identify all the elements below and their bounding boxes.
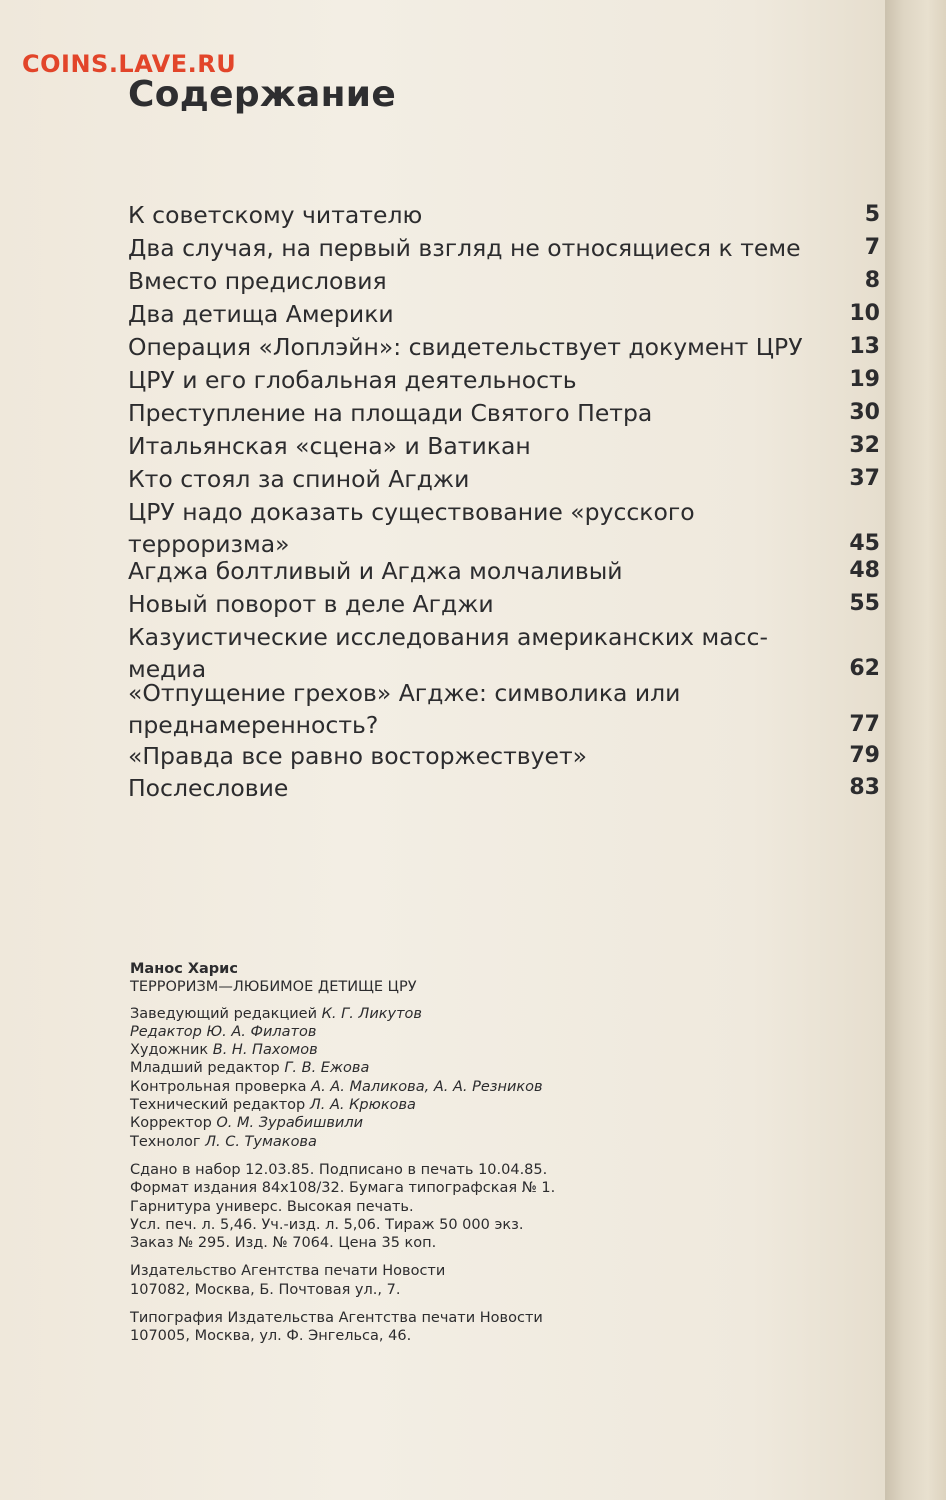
toc-entry-page: 7 bbox=[864, 235, 880, 260]
imprint-staff-line: Редактор Ю. А. Филатов bbox=[130, 1023, 317, 1040]
toc-entry-label: Операция «Лоплэйн»: свидетельствует документ ЦРУ bbox=[128, 333, 803, 361]
imprint-info-line: Заказ № 295. Изд. № 7064. Цена 35 коп. bbox=[130, 1235, 437, 1252]
imprint-publisher-line: 107082, Москва, Б. Почтовая ул., 7. bbox=[130, 1281, 401, 1298]
imprint-publisher-line: Издательство Агентства печати Новости bbox=[130, 1263, 446, 1280]
toc-entry-label: ЦРУ надо доказать существование «русского терроризма» bbox=[128, 498, 695, 558]
imprint-block bbox=[130, 960, 690, 1346]
toc-entry-page: 5 bbox=[864, 202, 880, 227]
watermark-text: COINS.LAVE.RU bbox=[22, 50, 237, 78]
toc-entry-page: 30 bbox=[849, 400, 880, 425]
imprint-info-line: Формат издания 84х108/32. Бумага типографская № 1. bbox=[130, 1180, 556, 1197]
toc-entry bbox=[128, 232, 880, 264]
toc-entry-label: Два случая, на первый взгляд не относящиеся к теме bbox=[128, 234, 801, 262]
toc-entry bbox=[128, 298, 880, 330]
toc-entry-label: Итальянская «сцена» и Ватикан bbox=[128, 432, 531, 460]
toc-entry bbox=[128, 740, 880, 772]
imprint-staff-line: Технический редактор Л. А. Крюкова bbox=[130, 1097, 416, 1114]
imprint-book-title: ТЕРРОРИЗМ—ЛЮБИМОЕ ДЕТИЩЕ ЦРУ bbox=[130, 979, 417, 996]
toc-entry-label: Два детища Америки bbox=[128, 300, 394, 328]
imprint-staff-line: Заведующий редакцией К. Г. Ликутов bbox=[130, 1005, 422, 1022]
imprint-publisher bbox=[130, 1262, 690, 1299]
toc-entry bbox=[128, 364, 880, 396]
imprint-info-line: Усл. печ. л. 5,46. Уч.-изд. л. 5,06. Тираж 50 000 экз. bbox=[130, 1216, 524, 1233]
toc-entry bbox=[128, 430, 880, 462]
imprint-info-line: Сдано в набор 12.03.85. Подписано в печать 10.04.85. bbox=[130, 1161, 548, 1178]
toc-entry-page: 62 bbox=[849, 656, 880, 681]
toc-entry-page: 8 bbox=[864, 268, 880, 293]
toc-entry-page: 45 bbox=[849, 531, 880, 556]
imprint-printer bbox=[130, 1309, 690, 1346]
toc-entry bbox=[128, 555, 880, 587]
toc-entry-page: 79 bbox=[849, 743, 880, 768]
toc-entry bbox=[128, 588, 880, 620]
imprint-staff-line: Младший редактор Г. В. Ежова bbox=[130, 1060, 370, 1077]
toc-entry bbox=[128, 199, 880, 231]
toc-entry bbox=[128, 463, 880, 495]
toc-entry-label: Кто стоял за спиной Агджи bbox=[128, 465, 470, 493]
toc-entry-page: 10 bbox=[849, 301, 880, 326]
toc-entry bbox=[128, 265, 880, 297]
imprint-info-line: Гарнитура универс. Высокая печать. bbox=[130, 1198, 414, 1215]
toc-entry-page: 19 bbox=[849, 367, 880, 392]
imprint-staff-line: Корректор О. М. Зурабишвили bbox=[130, 1115, 364, 1132]
imprint-printer-line: 107005, Москва, ул. Ф. Энгельса, 46. bbox=[130, 1328, 412, 1345]
toc-entry-label: ЦРУ и его глобальная деятельность bbox=[128, 366, 577, 394]
toc-entry-label: Агджа болтливый и Агджа молчаливый bbox=[128, 557, 623, 585]
toc-entry-page: 77 bbox=[849, 712, 880, 737]
toc-entry-page: 32 bbox=[849, 433, 880, 458]
toc-entry-label: Казуистические исследования американских масс- медиа bbox=[128, 623, 768, 683]
toc-entry-page: 55 bbox=[849, 591, 880, 616]
toc-entry-label: «Правда все равно восторжествует» bbox=[128, 742, 588, 770]
toc-entry-label: «Отпущение грехов» Агдже: символика или преднамеренность? bbox=[128, 679, 681, 739]
toc-entry bbox=[128, 331, 880, 363]
toc-entry-page: 13 bbox=[849, 334, 880, 359]
toc-entry-label: Послесловие bbox=[128, 774, 289, 802]
toc-entry bbox=[128, 677, 880, 741]
toc-entry bbox=[128, 397, 880, 429]
toc-entry-page: 83 bbox=[849, 775, 880, 800]
imprint-staff-line: Художник В. Н. Пахомов bbox=[130, 1042, 318, 1059]
toc-entry-label: Преступление на площади Святого Петра bbox=[128, 399, 653, 427]
toc-entry-page: 37 bbox=[849, 466, 880, 491]
page-title: Содержание bbox=[128, 74, 397, 115]
imprint-printer-line: Типография Издательства Агентства печати Новости bbox=[130, 1310, 543, 1327]
page-edge bbox=[885, 0, 946, 1500]
imprint-staff-list bbox=[130, 1005, 690, 1151]
imprint-staff-line: Контрольная проверка А. А. Маликова, А. А. Резников bbox=[130, 1078, 543, 1095]
toc-entry-label: К советскому читателю bbox=[128, 201, 423, 229]
toc-entry-label: Новый поворот в деле Агджи bbox=[128, 590, 494, 618]
toc-entry-label: Вместо предисловия bbox=[128, 267, 387, 295]
imprint-author: Манос Харис bbox=[130, 961, 238, 977]
toc-entry-page: 48 bbox=[849, 558, 880, 583]
toc-entry bbox=[128, 621, 880, 685]
toc-entry bbox=[128, 772, 880, 804]
toc-entry bbox=[128, 496, 880, 560]
imprint-publication-info bbox=[130, 1161, 690, 1252]
imprint-staff-line: Технолог Л. С. Тумакова bbox=[130, 1133, 317, 1150]
